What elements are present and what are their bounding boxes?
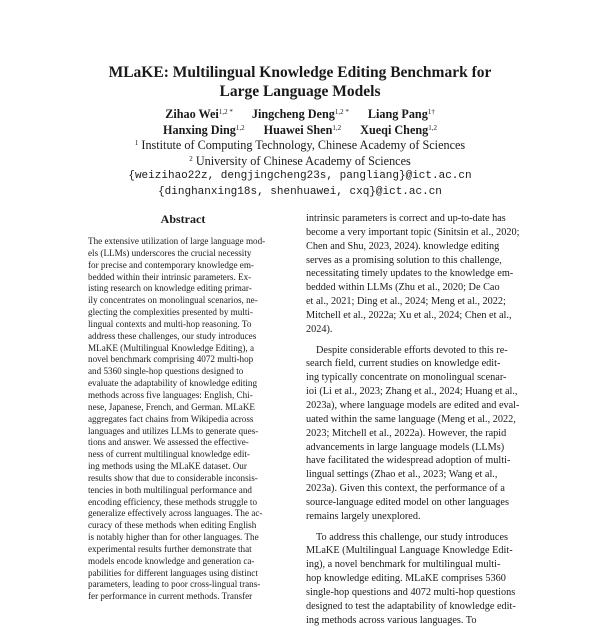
abstract-line: nese, Japanese, French, and German. MLaKE xyxy=(88,401,255,412)
email-line: {dinghanxing18s, shenhuawei, cxq}@ict.ac.cn xyxy=(158,185,442,198)
author-name: Huawei Shen xyxy=(263,122,333,137)
text-line: serves as a promising solution to this challenge, xyxy=(306,254,502,266)
text-line: have facilitated the widespread adoption of multi- xyxy=(306,455,511,467)
text-line: Mitchell et al., 2022a; Xu et al., 2024; Chen et al., xyxy=(306,309,512,321)
title-line: MLaKE: Multilingual Knowledge Editing Benchmark for xyxy=(108,64,492,81)
text-line: necessitating timely updates to the knowledge em- xyxy=(306,268,514,280)
abstract-line: The extensive utilization of large language mod- xyxy=(88,236,266,246)
abstract-line: ily concentrates on monolingual scenarios, ne- xyxy=(88,295,258,306)
text-line: 2023a), where language models are edited and eval- xyxy=(306,399,520,411)
text-line: become a very important topic (Sinitsin et al., 2020; xyxy=(306,226,520,238)
abstract-line: fer performance in current methods. Transfer xyxy=(88,591,253,602)
abstract-line: tencies in both multilingual performance and xyxy=(88,484,252,495)
abstract-line: bedded within their intrinsic parameters. Ex- xyxy=(88,271,252,282)
affiliation-superscript: 1 xyxy=(134,139,139,147)
abstract-heading: Abstract xyxy=(160,212,206,226)
author-block xyxy=(40,107,560,200)
author-superscript: 1,2 * xyxy=(334,108,349,116)
author-name: Zihao Wei xyxy=(165,107,219,121)
text-line: advancements in large language models (LLMs) xyxy=(306,441,505,453)
text-line: ioi (Li et al., 2023; Zhang et al., 2024; Huang et al., xyxy=(306,386,518,398)
text-line: lingual settings (Zhao et al., 2023; Wang et al., xyxy=(306,469,498,481)
text-line: 2024). xyxy=(306,323,333,335)
text-line: search field, current studies on knowledge edit- xyxy=(306,358,501,370)
abstract-line: novel benchmark comprising 4072 multi-hop xyxy=(88,354,254,365)
text-line: source-language edited model on other languages xyxy=(306,496,509,508)
abstract-line: evaluate the adaptability of knowledge editing xyxy=(88,378,258,389)
text-line: ing methods across various languages. To xyxy=(306,614,477,626)
text-line: single-hop questions and 4072 multi-hop questions xyxy=(306,586,516,598)
abstract-line: glecting the complexities presented by multi- xyxy=(88,307,253,318)
author-name: Jingcheng Deng xyxy=(251,107,335,121)
abstract-line: MLaKE (Multilingual Knowledge Editing), a xyxy=(88,342,254,353)
author-name: Hanxing Ding xyxy=(163,122,236,137)
author-row xyxy=(40,123,560,139)
abstract-body xyxy=(88,236,278,603)
abstract-line: and 5360 single-hop questions designed to xyxy=(88,366,244,377)
affiliation xyxy=(40,154,560,170)
text-line: et al., 2021; Ding et al., 2024; Meng et al., 2022; xyxy=(306,296,506,308)
author-superscript: 1,2 xyxy=(428,123,437,132)
abstract-line: isting research on knowledge editing primar- xyxy=(88,283,252,294)
abstract-line: results show that due to considerable inconsis- xyxy=(88,472,258,483)
author-superscript: 1,2 * xyxy=(218,108,233,116)
abstract-line: experimental results further demonstrate that xyxy=(88,543,252,554)
abstract-line: tions and answer. We assessed the effective- xyxy=(88,437,249,448)
abstract-line: els (LLMs) underscores the crucial necessity xyxy=(88,247,252,258)
paper-title xyxy=(60,63,540,101)
author-row xyxy=(40,107,560,123)
abstract-line: for precise and contemporary knowledge em- xyxy=(88,259,254,270)
text-line: designed to test the adaptability of knowledge edit- xyxy=(306,600,516,612)
abstract-line: lingual contexts and multi-hop reasoning. To xyxy=(88,318,252,329)
author-name: Xueqi Cheng xyxy=(360,122,429,137)
text-line: MLaKE (Multilingual Language Knowledge Edit- xyxy=(306,545,513,557)
abstract-line: ing methods using the MLaKE dataset. Our xyxy=(88,461,247,472)
paragraph xyxy=(306,212,530,337)
text-line: Chen and Shu, 2023, 2024). knowledge editing xyxy=(306,240,500,252)
affiliation-text: Institute of Computing Technology, Chinese Academy of Sciences xyxy=(141,138,466,152)
abstract-line: methods across five languages: English, Chi- xyxy=(88,389,253,400)
author-superscript: 1,2 xyxy=(332,123,342,132)
paragraph xyxy=(306,531,530,627)
author-superscript: 1† xyxy=(427,108,435,116)
abstract-line: ness of current multilingual knowledge edit- xyxy=(88,449,250,460)
text-line: bedded within LLMs (Zhu et al., 2020; De Cao xyxy=(306,282,500,294)
affiliation-text: University of Chinese Academy of Sciences xyxy=(195,153,411,168)
text-line: ing), a novel benchmark for multilingual multi- xyxy=(306,559,501,571)
text-line: 2023a). Given this context, the performance of a xyxy=(306,483,505,495)
email-line: {weizihao22z, dengjingcheng23s, pangliang}@ict.ac.cn xyxy=(128,170,472,182)
abstract-line: pabilities for different languages using distinct xyxy=(88,567,258,578)
text-line: 2023; Mitchell et al., 2022a). However, the rapid xyxy=(306,427,507,439)
author-superscript: 1,2 xyxy=(235,123,245,132)
abstract-line: address these challenges, our study introduces xyxy=(88,330,257,341)
abstract-line: parameters, leading to poor cross-lingual trans- xyxy=(88,579,261,590)
text-line: remains largely unexplored. xyxy=(306,510,421,522)
title-line: Large Language Models xyxy=(219,83,381,100)
abstract-line: curacy of these methods when editing English xyxy=(88,520,257,531)
abstract-line: aggregates fact chains from Wikipedia across xyxy=(88,413,254,424)
affiliation xyxy=(40,138,560,154)
paragraph xyxy=(306,344,530,524)
abstract-line: generalize effectively across languages. The ac- xyxy=(88,508,263,519)
text-line: Despite considerable efforts devoted to this re- xyxy=(316,344,508,356)
abstract-line: languages and utilizes LLMs to generate ques- xyxy=(88,425,259,436)
abstract-line: encoding efficiency, these methods struggle to xyxy=(88,496,258,507)
abstract-line: models encode knowledge and generation ca- xyxy=(88,555,255,566)
text-line: uated within the same language (Meng et al., 2022, xyxy=(306,413,516,425)
author-name: Liang Pang xyxy=(367,107,428,121)
abstract-line: is notably higher than for other languages. The xyxy=(88,532,259,543)
text-line: To address this challenge, our study introduces xyxy=(316,531,508,543)
affiliation-superscript: 2 xyxy=(189,154,193,163)
text-line: ing typically concentrate on monolingual scenar- xyxy=(306,372,507,384)
text-line: hop knowledge editing. MLaKE comprises 5360 xyxy=(306,573,506,585)
text-line: intrinsic parameters is correct and up-to-date has xyxy=(306,213,506,224)
right-column-body xyxy=(306,212,530,627)
